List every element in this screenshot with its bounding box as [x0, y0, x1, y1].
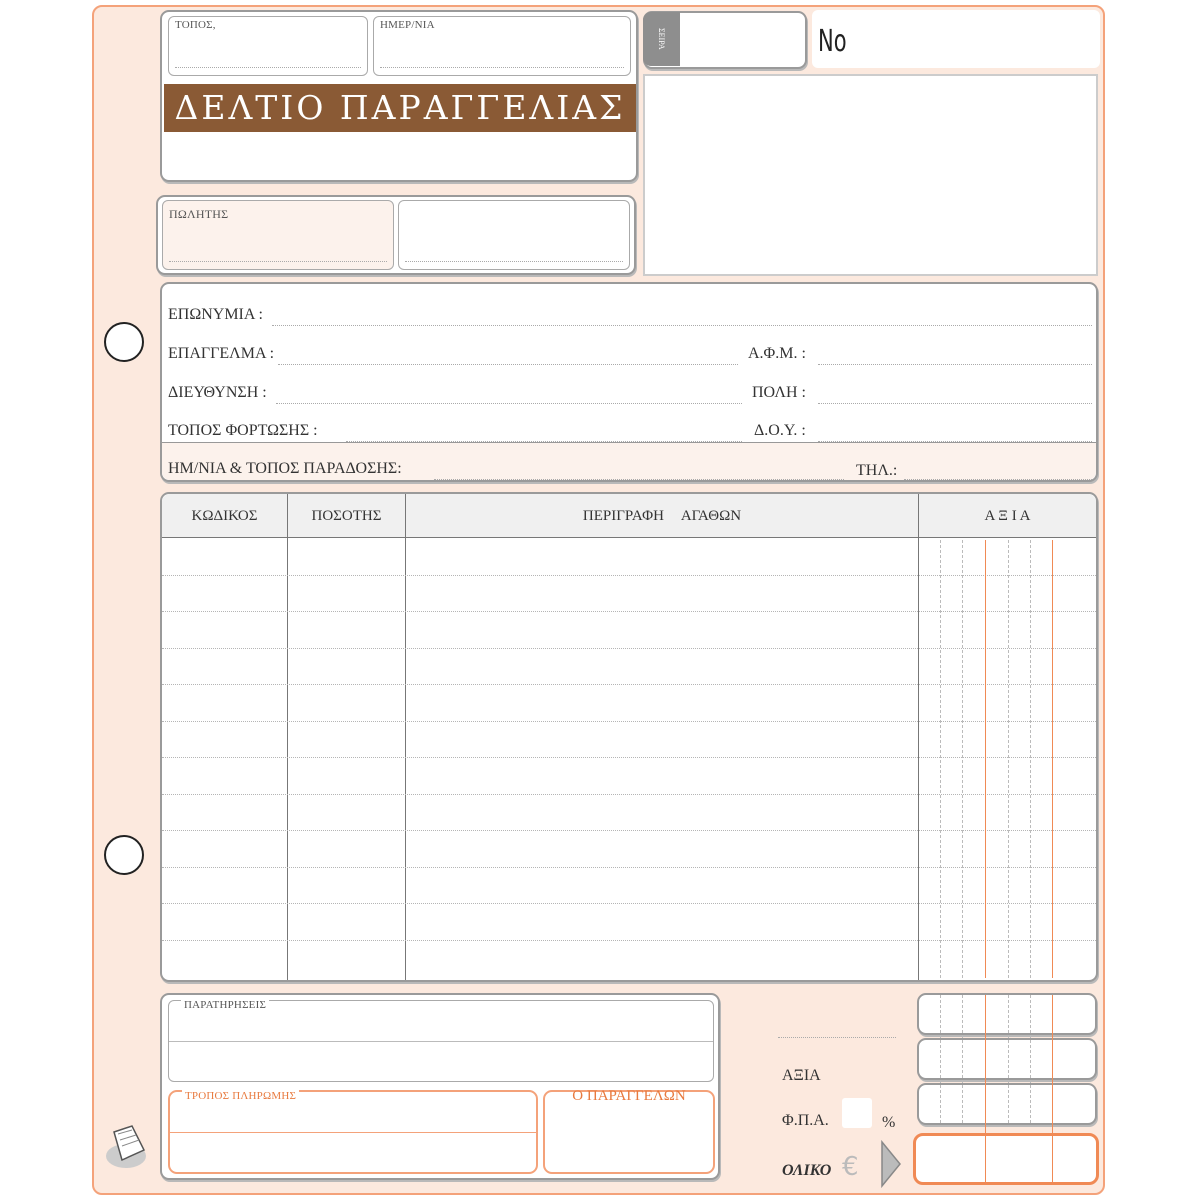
value-subdivider-3 [1008, 540, 1009, 978]
table-row-line [162, 575, 1096, 576]
totals-decimal-divider-1 [985, 995, 986, 1183]
orderer-label: Ο ΠΑΡΑΓΓΕΛΩΝ [572, 1088, 686, 1104]
date-line [380, 67, 624, 68]
document-title: ΔΕΛΤΙΟ ΠΑΡΑΓΓΕΛΙΑΣ [164, 84, 636, 132]
payment-method-label: ΤΡΟΠΟΣ ΠΛΗΡΩΜΗΣ [182, 1090, 299, 1102]
profession-line[interactable] [278, 364, 738, 365]
customer-name-line[interactable] [272, 325, 1092, 326]
arrow-right-icon [880, 1140, 902, 1188]
payment-line [170, 1132, 536, 1133]
totals-subdivider-2 [962, 995, 963, 1123]
totals-subdivider-3 [1008, 995, 1009, 1123]
vat-rate-box[interactable] [842, 1098, 872, 1128]
vat-number-line[interactable] [818, 364, 1092, 365]
value-decimal-divider-2 [1052, 540, 1053, 978]
remarks-field[interactable] [168, 1000, 714, 1082]
value-box[interactable] [917, 1038, 1097, 1080]
value-decimal-divider-1 [985, 540, 986, 978]
totals-subdivider-1 [940, 995, 941, 1123]
seller-field[interactable] [162, 200, 394, 270]
date-field[interactable] [373, 16, 631, 76]
col-description-header: ΠΕΡΙΓΡΑΦΗ ΑΓΑΘΩΝ [582, 508, 742, 524]
publisher-logo-icon [104, 1120, 154, 1172]
value-subdivider-4 [1030, 540, 1031, 978]
phone-label: ΤΗΛ.: [856, 462, 898, 479]
table-row-line [162, 648, 1096, 649]
vat-number-label: Α.Φ.Μ. : [748, 345, 806, 362]
city-line[interactable] [818, 403, 1092, 404]
number-label: No [818, 24, 847, 59]
seller-extra-line [405, 261, 623, 262]
table-row-line [162, 867, 1096, 868]
table-row-line [162, 830, 1096, 831]
series-label: ΣΕΙΡΑ [643, 12, 680, 66]
value-subdivider-2 [962, 540, 963, 978]
customer-name-label: ΕΠΩΝΥΜΙΑ : [168, 306, 263, 323]
place-label: ΤΟΠΟΣ, [175, 19, 216, 31]
table-row-line [162, 903, 1096, 904]
orderer-signature-field[interactable] [543, 1090, 715, 1174]
vat-label: Φ.Π.Α. [782, 1112, 829, 1129]
totals-signature-line[interactable] [778, 1037, 896, 1038]
table-row-line [162, 794, 1096, 795]
address-label: ΔΙΕΥΘΥΝΣΗ : [168, 384, 267, 401]
seller-label: ΠΩΛΗΤΗΣ [169, 207, 229, 221]
phone-line[interactable] [904, 479, 1092, 480]
recipient-box[interactable] [643, 74, 1098, 276]
totals-decimal-divider-2 [1052, 995, 1053, 1183]
remarks-line [169, 1041, 713, 1042]
date-label: ΗΜΕΡ/ΝΙΑ [380, 19, 435, 31]
table-row-line [162, 611, 1096, 612]
remarks-label: ΠΑΡΑΤΗΡΗΣΕΙΣ [181, 999, 269, 1011]
totals-subdivider-4 [1030, 995, 1031, 1123]
place-line [175, 67, 361, 68]
col-code-header: ΚΩΔΙΚΟΣ [191, 508, 258, 524]
items-rows[interactable] [162, 538, 1096, 978]
col-quantity-header: ΠΟΣΟΤΗΣ [311, 508, 382, 524]
seller-extra-field[interactable] [398, 200, 630, 270]
tax-office-label: Δ.Ο.Υ. : [754, 422, 806, 439]
binder-hole-top [104, 322, 144, 362]
table-row-line [162, 721, 1096, 722]
binder-hole-bottom [104, 835, 144, 875]
col-value-header: Α Ξ Ι Α [984, 508, 1031, 524]
subtotal-label: ΑΞΙΑ [782, 1067, 821, 1084]
payment-method-field[interactable] [168, 1090, 538, 1174]
address-line[interactable] [276, 403, 742, 404]
vat-value-box[interactable] [917, 1083, 1097, 1125]
total-value-box[interactable] [913, 1133, 1099, 1185]
city-label: ΠΟΛΗ : [752, 384, 806, 401]
table-row-line [162, 757, 1096, 758]
delivery-line[interactable] [434, 479, 844, 480]
profession-label: ΕΠΑΓΓΕΛΜΑ : [168, 345, 275, 362]
seller-line [169, 261, 387, 262]
loading-place-label: ΤΟΠΟΣ ΦΟΡΤΩΣΗΣ : [168, 422, 318, 439]
table-row-line [162, 684, 1096, 685]
place-field[interactable] [168, 16, 368, 76]
total-label: ΟΛΙΚΟ [782, 1162, 832, 1179]
value-subdivider-1 [940, 540, 941, 978]
euro-sign: € [842, 1152, 859, 1182]
number-box [812, 10, 1100, 68]
table-row-line [162, 940, 1096, 941]
delivery-label: ΗΜ/ΝΙΑ & ΤΟΠΟΣ ΠΑΡΑΔΟΣΗΣ: [168, 460, 402, 477]
percent-sign: % [882, 1114, 896, 1131]
subtotal-value-box[interactable] [917, 993, 1097, 1035]
